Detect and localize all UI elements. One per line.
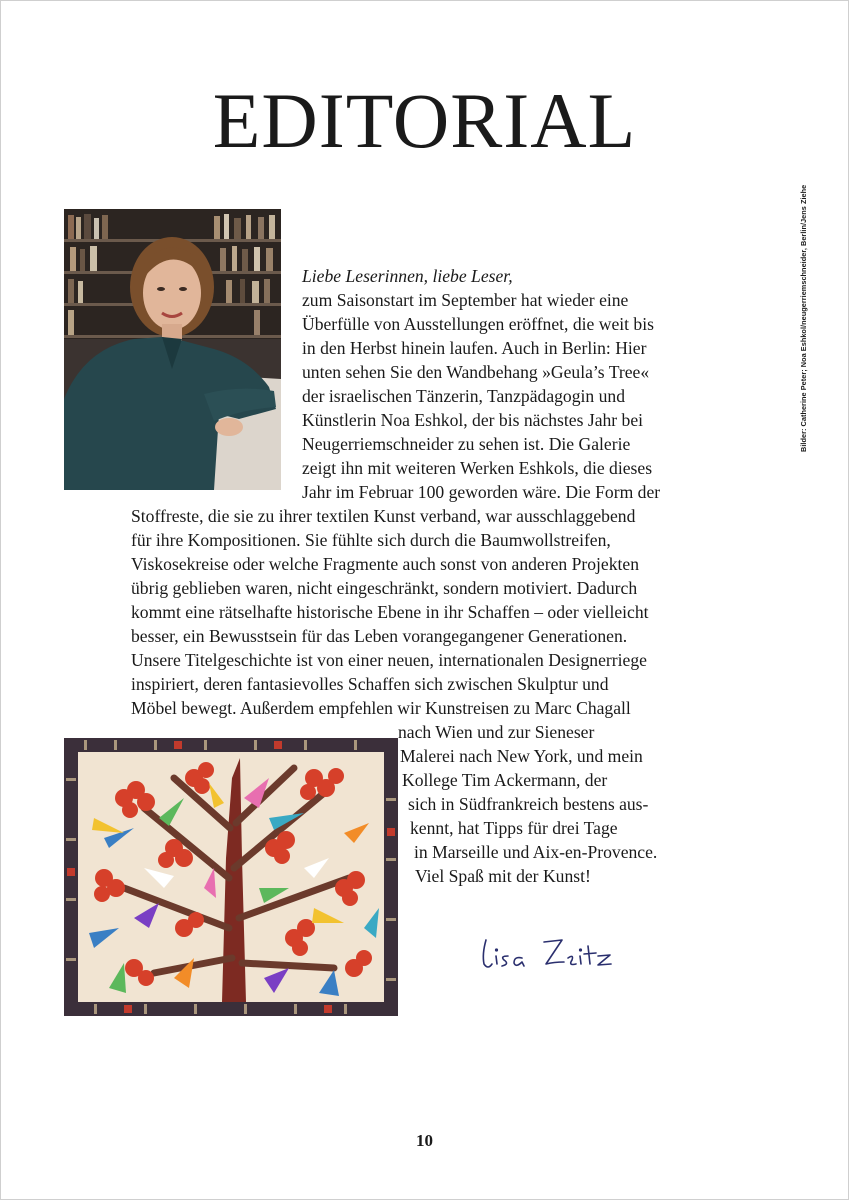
page-number: 10 [416,1131,433,1150]
photo-credit: Bilder: Catherine Peter; Noa Eshkol/neugerriemschneider, Berlin/Jens Ziehe [799,184,808,452]
text-line: Unsere Titelgeschichte ist von einer neuen, internationalen Designerriege [131,650,647,670]
text-line: für ihre Kompositionen. Sie fühlte sich durch die Baumwollstreifen, [131,530,611,550]
signature [478,928,618,978]
text-line: Möbel bewegt. Außerdem empfehlen wir Kunstreisen zu Marc Chagall [131,698,631,718]
text-line: zum Saisonstart im September hat wieder eine [302,290,629,310]
text-line: Künstlerin Noa Eshkol, der bis nächstes Jahr bei [302,410,644,430]
text-line: Viel Spaß mit der Kunst! [415,866,591,886]
text-line: Kollege Tim Ackermann, der [402,770,608,790]
greeting: Liebe Leserinnen, liebe Leser, [302,266,513,286]
artwork-image [64,738,398,1016]
text-line: Neugerriemschneider zu sehen ist. Die Galerie [302,434,631,454]
text-line: kennt, hat Tipps für drei Tage [410,818,618,838]
portrait-photo [64,209,281,490]
text-line: zeigt ihn mit weiteren Werken Eshkols, die dieses [302,458,653,478]
text-line: der israelischen Tänzerin, Tanzpädagogin und [302,386,625,406]
text-line: unten sehen Sie den Wandbehang »Geula’s Tree« [302,362,650,382]
text-line: Malerei nach New York, und mein [400,746,643,766]
text-line: kommt eine rätselhafte historische Ebene in ihr Schaffen – oder vielleicht [131,602,649,622]
text-line: besser, ein Bewusstsein für das Leben vorangegangener Generationen. [131,626,628,646]
text-line: Jahr im Februar 100 geworden wäre. Die Form der [302,482,661,502]
text-line: in Marseille und Aix-en-Provence. [414,842,658,862]
text-line: in den Herbst hinein laufen. Auch in Berlin: Hier [302,338,647,358]
text-line: sich in Südfrankreich bestens aus- [408,794,649,814]
text-line: übrig geblieben waren, nicht eingeschränkt, sondern motiviert. Dadurch [131,578,638,598]
text-line: Stoffreste, die sie zu ihrer textilen Kunst verband, war ausschlaggebend [131,506,636,526]
text-line: inspiriert, deren fantasievolles Schaffen sich zwischen Skulptur und [131,674,609,694]
page-title: EDITORIAL [212,77,637,164]
text-line: Überfülle von Ausstellungen eröffnet, die weit bis [302,314,654,334]
text-line: Viskosekreise oder welche Fragmente auch sonst von anderen Projekten [131,554,640,574]
text-line: nach Wien und zur Sieneser [398,722,595,742]
